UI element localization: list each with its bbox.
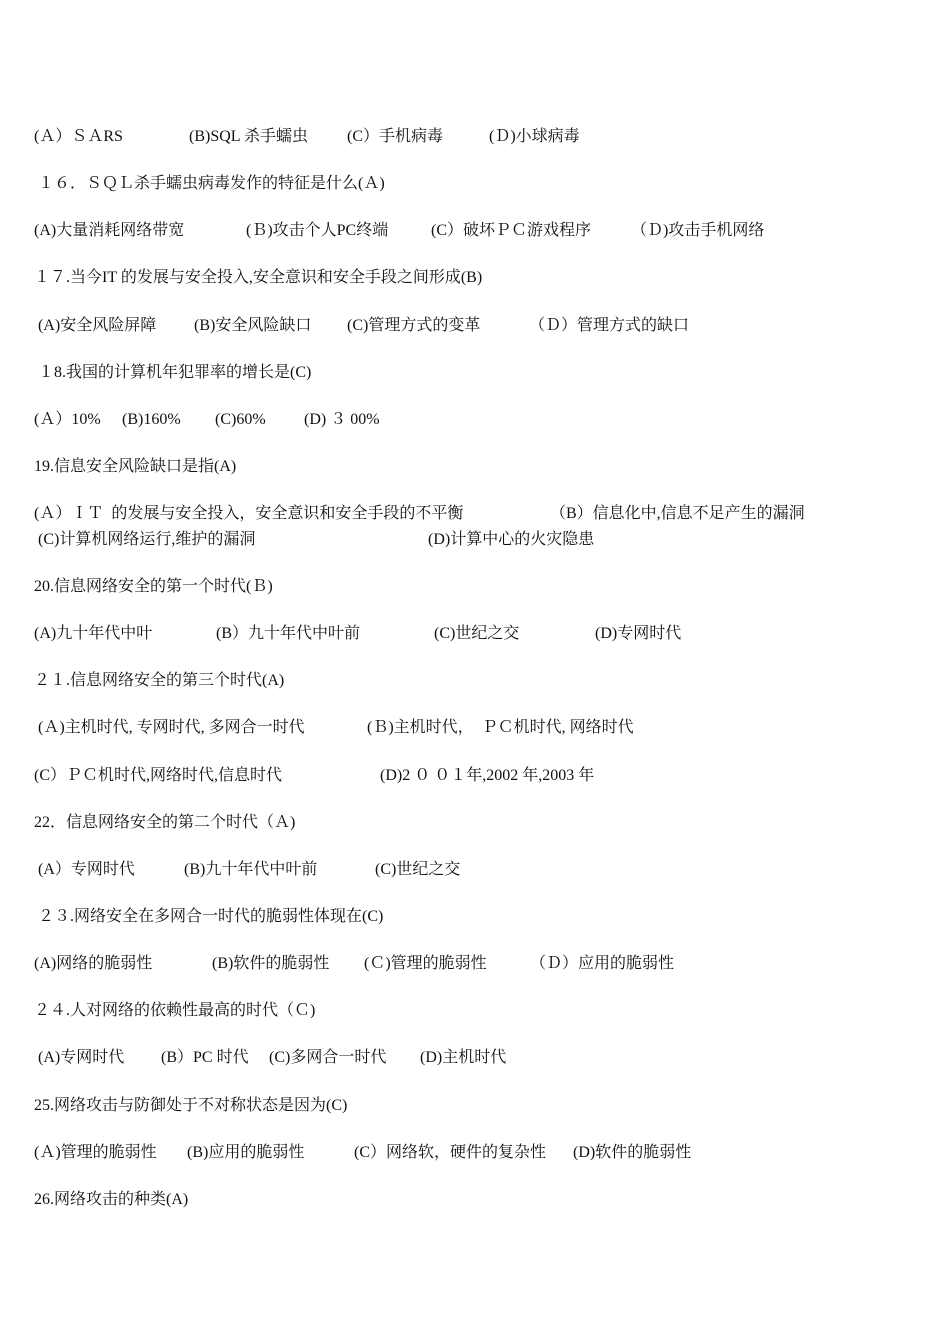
option-d: (D)主机时代 — [420, 1049, 507, 1066]
question-19: 19.信息安全风险缺口是指(A) — [34, 458, 237, 475]
option-d: (D)软件的脆弱性 — [573, 1144, 692, 1161]
option-c: (C)计算机网络运行,维护的漏洞 — [34, 531, 256, 548]
option-c: (C)多网合一时代 — [269, 1049, 387, 1066]
answer-options — [34, 504, 805, 524]
question-17: １７.当今IT 的发展与安全投入,安全意识和安全手段之间形成(B) — [34, 269, 483, 286]
answer-options — [34, 530, 595, 550]
option-a: (Ａ）ＳＡRS — [34, 128, 123, 145]
option-d: （Ｄ）管理方式的缺口 — [529, 317, 690, 334]
option-a: (A)大量消耗网络带宽 — [34, 222, 185, 239]
answer-options — [34, 766, 595, 786]
answer-options — [34, 624, 682, 644]
option-d: (D)专网时代 — [595, 625, 682, 642]
option-a: (A)网络的脆弱性 — [34, 955, 153, 972]
option-d: (D)计算中心的火灾隐患 — [428, 531, 595, 548]
option-c: (C）网络软，硬件的复杂性 — [354, 1144, 547, 1161]
option-c: (C)60% — [215, 411, 266, 428]
option-d: （Ｄ)攻击手机网络 — [631, 222, 765, 239]
answer-options — [34, 127, 580, 147]
question-21: ２１.信息网络安全的第三个时代(A) — [34, 672, 285, 689]
option-b: (B）九十年代中叶前 — [216, 625, 361, 642]
question-20: 20.信息网络安全的第一个时代(Ｂ) — [34, 578, 273, 595]
question-24: ２４.人对网络的依赖性最高的时代（Ｃ) — [34, 1002, 316, 1019]
question-25: 25.网络攻击与防御处于不对称状态是因为(C) — [34, 1097, 348, 1114]
answer-options — [34, 718, 634, 738]
option-d: （Ｄ）应用的脆弱性 — [530, 955, 675, 972]
option-a: (Ａ)主机时代, 专网时代, 多网合一时代 — [34, 719, 305, 736]
option-b: (B)应用的脆弱性 — [187, 1144, 305, 1161]
option-d: (D) ３ 00% — [304, 411, 380, 428]
answer-options — [34, 1143, 692, 1163]
option-a: (Ａ）10% — [34, 411, 101, 428]
question-26: 26.网络攻击的种类(A) — [34, 1191, 189, 1208]
option-c: (C)世纪之交 — [375, 861, 461, 878]
answer-options — [34, 1048, 507, 1068]
option-b: (B)安全风险缺口 — [194, 317, 312, 334]
question-18: １8.我国的计算机年犯罪率的增长是(C) — [34, 364, 312, 381]
answer-options — [34, 954, 675, 974]
question-16: １６．ＳＱＬ杀手蠕虫病毒发作的特征是什么(Ａ) — [34, 175, 385, 192]
option-c: (C)管理方式的变革 — [347, 317, 481, 334]
question-22: 22．信息网络安全的第二个时代（Ａ) — [34, 814, 296, 831]
option-b: (B)SQL 杀手蠕虫 — [189, 128, 308, 145]
option-b: (Ｂ)攻击个人PC终端 — [246, 222, 389, 239]
question-23: ２３.网络安全在多网合一时代的脆弱性体现在(C) — [34, 908, 384, 925]
option-d: (Ｄ)小球病毒 — [489, 128, 580, 145]
option-c: (C）手机病毒 — [347, 128, 444, 145]
option-a: (A)专网时代 — [34, 1049, 125, 1066]
option-a: (Ａ）ＩＴ 的发展与安全投入，安全意识和安全手段的不平衡 — [34, 505, 464, 522]
answer-options — [34, 316, 690, 336]
answer-options — [34, 221, 765, 241]
answer-options — [34, 860, 461, 880]
option-a: (A)九十年代中叶 — [34, 625, 153, 642]
option-b: (Ｂ)主机时代， ＰＣ机时代, 网络时代 — [367, 719, 634, 736]
option-d: (D)2 ０ ０１年,2002 年,2003 年 — [380, 767, 595, 784]
answer-options — [34, 410, 380, 430]
option-b: (B)九十年代中叶前 — [184, 861, 318, 878]
option-b: (B）PC 时代 — [161, 1049, 249, 1066]
option-c: (Ｃ)管理的脆弱性 — [364, 955, 487, 972]
option-a: (Ａ)管理的脆弱性 — [34, 1144, 157, 1161]
option-b: (B)160% — [122, 411, 181, 428]
option-a: (A)安全风险屏障 — [34, 317, 157, 334]
option-b: （B）信息化中,信息不足产生的漏洞 — [550, 505, 805, 522]
option-a: (A）专网时代 — [34, 861, 135, 878]
option-c: (C）破坏ＰＣ游戏程序 — [431, 222, 592, 239]
option-c: (C）ＰＣ机时代,网络时代,信息时代 — [34, 767, 283, 784]
option-c: (C)世纪之交 — [434, 625, 520, 642]
option-b: (B)软件的脆弱性 — [212, 955, 330, 972]
